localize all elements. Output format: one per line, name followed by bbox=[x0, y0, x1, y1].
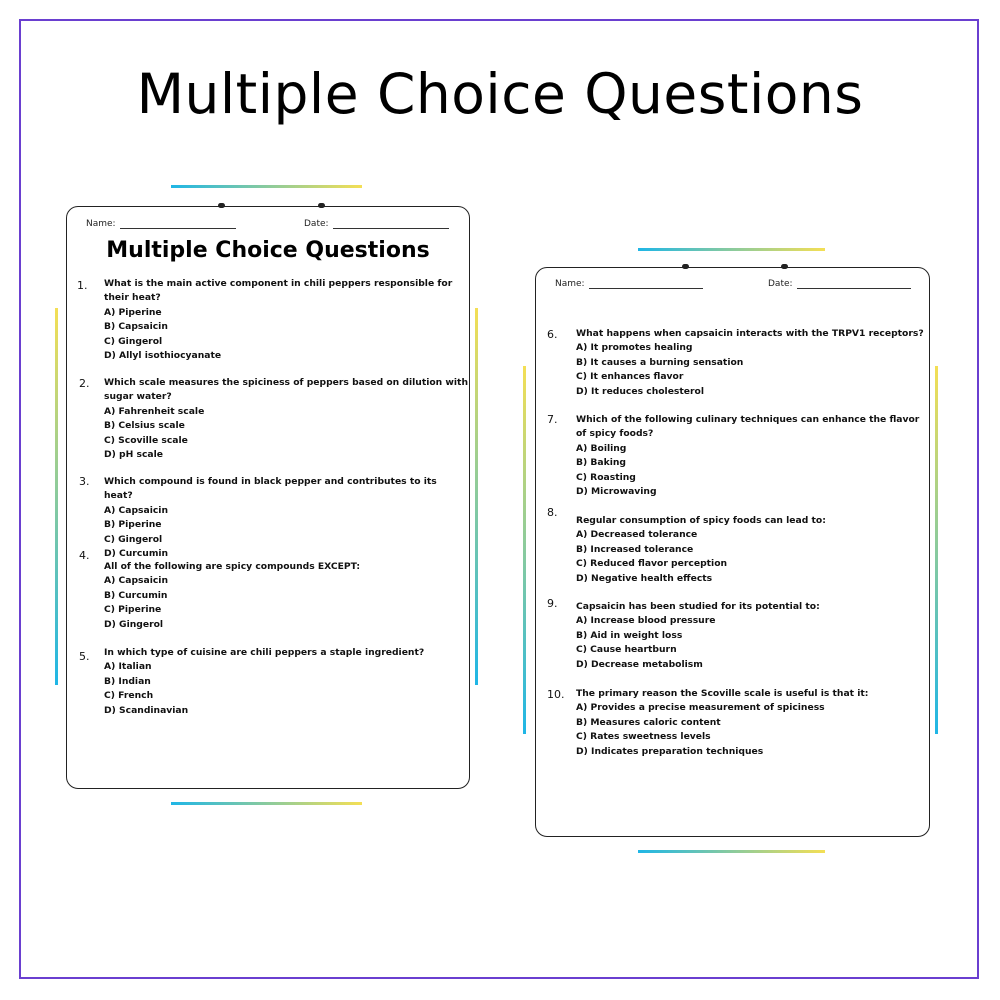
option-b[interactable]: B) It causes a burning sensation bbox=[576, 356, 744, 368]
question-text: What is the main active component in chili peppers responsible for their heat? bbox=[104, 278, 453, 304]
question-10 bbox=[576, 687, 928, 759]
page-title: Multiple Choice Questions bbox=[136, 62, 864, 126]
worksheet-page-2 bbox=[535, 267, 930, 837]
option-a[interactable]: A) Capsaicin bbox=[104, 575, 168, 587]
option-c[interactable]: C) Scoville scale bbox=[104, 434, 188, 446]
question-text: All of the following are spicy compounds EXCEPT: bbox=[104, 561, 361, 572]
option-b[interactable]: B) Indian bbox=[104, 675, 151, 687]
option-a[interactable]: A) Increase blood pressure bbox=[576, 615, 716, 627]
decor-bar bbox=[638, 850, 825, 853]
option-d[interactable]: D) Decrease metabolism bbox=[576, 658, 703, 670]
question-number: 10. bbox=[547, 688, 565, 701]
question-text: Regular consumption of spicy foods can lead to: bbox=[576, 515, 826, 526]
question-text: Which of the following culinary techniques can enhance the flavor of spicy foods? bbox=[576, 414, 920, 440]
date-label: Date: bbox=[768, 279, 793, 289]
option-a[interactable]: A) Decreased tolerance bbox=[576, 529, 698, 541]
question-number: 6. bbox=[547, 328, 558, 341]
question-6 bbox=[576, 327, 928, 399]
option-d[interactable]: D) Curcumin bbox=[104, 548, 169, 560]
option-c[interactable]: C) Rates sweetness levels bbox=[576, 731, 711, 743]
question-text: Capsaicin has been studied for its potential to: bbox=[576, 601, 820, 612]
option-b[interactable]: B) Baking bbox=[576, 457, 626, 469]
option-a[interactable]: A) Italian bbox=[104, 661, 152, 673]
option-a[interactable]: A) Boiling bbox=[576, 442, 627, 454]
question-text: Which scale measures the spiciness of peppers based on dilution with sugar water? bbox=[104, 377, 468, 403]
option-b[interactable]: B) Piperine bbox=[104, 519, 162, 531]
decor-bar bbox=[523, 366, 526, 734]
question-number: 4. bbox=[79, 549, 90, 562]
decor-bar bbox=[935, 366, 938, 734]
decor-bar bbox=[475, 308, 478, 685]
option-c[interactable]: C) It enhances flavor bbox=[576, 371, 684, 383]
question-3 bbox=[104, 475, 468, 561]
question-text: The primary reason the Scoville scale is useful is that it: bbox=[576, 688, 869, 699]
decor-bar bbox=[171, 185, 362, 188]
decor-bar bbox=[638, 248, 825, 251]
question-number: 5. bbox=[79, 650, 90, 663]
decor-bar bbox=[171, 802, 362, 805]
question-2 bbox=[104, 376, 468, 462]
name-label: Name: bbox=[555, 279, 585, 289]
option-b[interactable]: B) Measures caloric content bbox=[576, 716, 721, 728]
binder-ring bbox=[218, 203, 225, 208]
option-c[interactable]: C) Gingerol bbox=[104, 335, 163, 347]
option-d[interactable]: D) Indicates preparation techniques bbox=[576, 745, 764, 757]
question-text: In which type of cuisine are chili peppers a staple ingredient? bbox=[104, 647, 425, 658]
question-4 bbox=[104, 560, 468, 632]
option-d[interactable]: D) It reduces cholesterol bbox=[576, 385, 705, 397]
question-5 bbox=[104, 646, 468, 718]
date-field[interactable] bbox=[304, 218, 449, 229]
option-c[interactable]: C) Piperine bbox=[104, 604, 162, 616]
option-c[interactable]: C) Gingerol bbox=[104, 533, 163, 545]
binder-ring bbox=[781, 264, 788, 269]
option-c[interactable]: C) Reduced flavor perception bbox=[576, 558, 728, 570]
option-c[interactable]: C) French bbox=[104, 690, 154, 702]
question-text: Which compound is found in black pepper and contributes to its heat? bbox=[104, 476, 437, 502]
worksheet-title: Multiple Choice Questions bbox=[106, 238, 430, 263]
option-b[interactable]: B) Curcumin bbox=[104, 589, 168, 601]
question-7 bbox=[576, 413, 928, 499]
question-text: What happens when capsaicin interacts with the TRPV1 receptors? bbox=[576, 328, 924, 339]
name-field[interactable] bbox=[555, 278, 703, 289]
question-8 bbox=[576, 514, 928, 586]
option-a[interactable]: A) Piperine bbox=[104, 306, 162, 318]
decor-bar bbox=[55, 308, 58, 685]
question-9 bbox=[576, 600, 928, 672]
question-number: 7. bbox=[547, 413, 558, 426]
binder-ring bbox=[682, 264, 689, 269]
option-b[interactable]: B) Aid in weight loss bbox=[576, 629, 683, 641]
option-d[interactable]: D) Allyl isothiocyanate bbox=[104, 350, 222, 362]
name-field[interactable] bbox=[86, 218, 236, 229]
option-d[interactable]: D) Negative health effects bbox=[576, 572, 713, 584]
question-1 bbox=[104, 277, 468, 363]
question-number: 8. bbox=[547, 506, 558, 519]
date-label: Date: bbox=[304, 219, 329, 229]
option-a[interactable]: A) Provides a precise measurement of spiciness bbox=[576, 702, 825, 714]
option-b[interactable]: B) Celsius scale bbox=[104, 420, 185, 432]
option-a[interactable]: A) Capsaicin bbox=[104, 504, 168, 516]
option-d[interactable]: D) pH scale bbox=[104, 449, 163, 461]
question-number: 3. bbox=[79, 475, 90, 488]
date-field[interactable] bbox=[768, 278, 911, 289]
worksheet-page-1 bbox=[66, 206, 470, 789]
option-c[interactable]: C) Roasting bbox=[576, 471, 636, 483]
option-d[interactable]: D) Microwaving bbox=[576, 486, 657, 498]
option-a[interactable]: A) Fahrenheit scale bbox=[104, 405, 205, 417]
option-c[interactable]: C) Cause heartburn bbox=[576, 644, 677, 656]
name-label: Name: bbox=[86, 219, 116, 229]
question-number: 1. bbox=[77, 279, 88, 292]
option-a[interactable]: A) It promotes healing bbox=[576, 342, 693, 354]
question-number: 2. bbox=[79, 377, 90, 390]
question-number: 9. bbox=[547, 597, 558, 610]
option-d[interactable]: D) Scandinavian bbox=[104, 704, 189, 716]
binder-ring bbox=[318, 203, 325, 208]
option-b[interactable]: B) Increased tolerance bbox=[576, 543, 694, 555]
option-d[interactable]: D) Gingerol bbox=[104, 618, 164, 630]
option-b[interactable]: B) Capsaicin bbox=[104, 321, 168, 333]
